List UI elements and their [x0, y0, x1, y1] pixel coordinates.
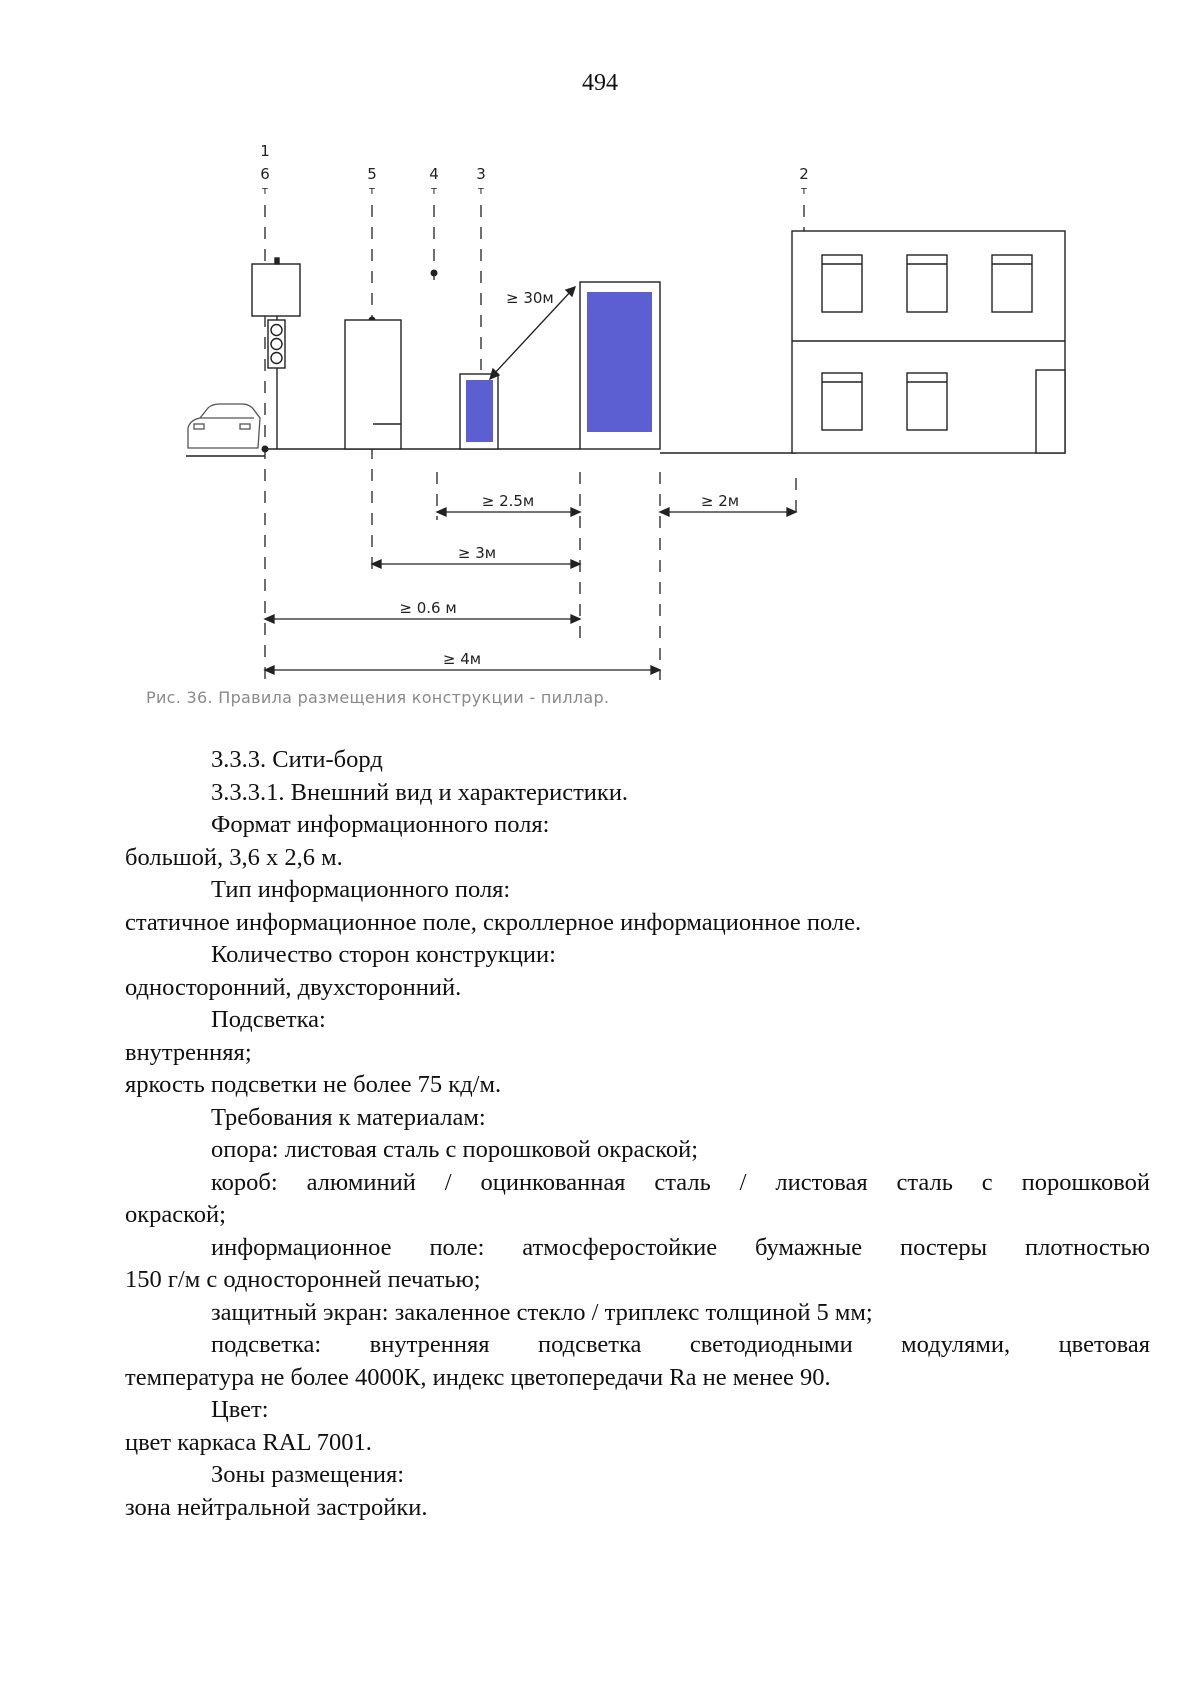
text-line: яркость подсветки не более 75 кд/м.: [125, 1071, 502, 1098]
text-line: внутренняя;: [125, 1038, 252, 1066]
text-line: Формат информационного поля:: [211, 811, 550, 838]
dim-label-2: ≥ 2м: [700, 492, 740, 510]
dim-label-4: ≥ 0.6 м: [399, 599, 457, 617]
dim-label-3: ≥ 3м: [457, 544, 497, 562]
text-line: окраской;: [125, 1201, 226, 1228]
marker-2-label: 2: [799, 165, 809, 183]
section-heading: 3.3.3. Сити-борд: [211, 746, 383, 773]
text-line: информационное поле: атмосферостойкие бумажные постеры плотностью: [211, 1233, 1150, 1261]
dim-diagonal-label: ≥ 30м: [506, 289, 554, 307]
marker-3-tick: т: [477, 184, 485, 197]
sign-mount: [275, 258, 279, 264]
text-line: 150 г/м с односторонней печатью;: [125, 1266, 481, 1293]
small-sign-panel: [466, 380, 493, 442]
text-line: зона нейтральной застройки.: [125, 1493, 428, 1521]
text-line: Цвет:: [211, 1396, 269, 1423]
text-line: Требования к материалам:: [211, 1103, 486, 1131]
text-line: Зоны размещения:: [211, 1461, 405, 1488]
marker-6-tick: т: [261, 184, 269, 197]
text-line: опора: листовая сталь с порошковой окраской;: [211, 1136, 699, 1163]
text-line: цвет каркаса RAL 7001.: [125, 1428, 372, 1456]
marker-3-label: 3: [476, 165, 486, 183]
text-line: температура не более 4000К, индекс цветопередачи Ra не менее 90.: [125, 1363, 831, 1391]
placement-diagram: [0, 0, 1200, 720]
marker-6-label: 6: [260, 165, 270, 183]
text-line: статичное информационное поле, скроллерное информационное поле.: [125, 908, 862, 936]
text-line: Количество сторон конструкции:: [211, 941, 556, 968]
subsection-heading: 3.3.3.1. Внешний вид и характеристики.: [211, 778, 629, 806]
marker-4-tick: т: [430, 184, 438, 197]
dim-label-5: ≥ 4м: [442, 650, 482, 668]
pillar-construction: [345, 320, 401, 449]
marker-dot-4: [431, 270, 438, 277]
text-line: Подсветка:: [211, 1006, 326, 1033]
text-line: защитный экран: закаленное стекло / триплекс толщиной 5 мм;: [211, 1298, 873, 1326]
marker-5-tick: т: [368, 184, 376, 197]
marker-2-tick: т: [800, 184, 808, 197]
figure-caption: Рис. 36. Правила размещения конструкции - пиллар.: [146, 688, 610, 707]
body-text: [125, 744, 1150, 1524]
text-line: Тип информационного поля:: [211, 876, 511, 903]
marker-4-label: 4: [429, 165, 439, 183]
sign-plate: [252, 264, 300, 316]
text-line: большой, 3,6 х 2,6 м.: [125, 843, 343, 871]
text-line: односторонний, двухсторонний.: [125, 973, 462, 1001]
text-line: подсветка: внутренняя подсветка светодиодными модулями, цветовая: [211, 1331, 1150, 1358]
page-number: 494: [582, 70, 618, 96]
board-panel: [587, 292, 652, 432]
dim-label-1: ≥ 2.5м: [481, 492, 535, 510]
car-icon: [188, 404, 260, 448]
building-door: [1036, 370, 1065, 453]
marker-5-label: 5: [367, 165, 377, 183]
marker-1-label: 1: [260, 142, 270, 160]
text-line: короб: алюминий / оцинкованная сталь / листовая сталь с порошковой: [211, 1168, 1150, 1196]
